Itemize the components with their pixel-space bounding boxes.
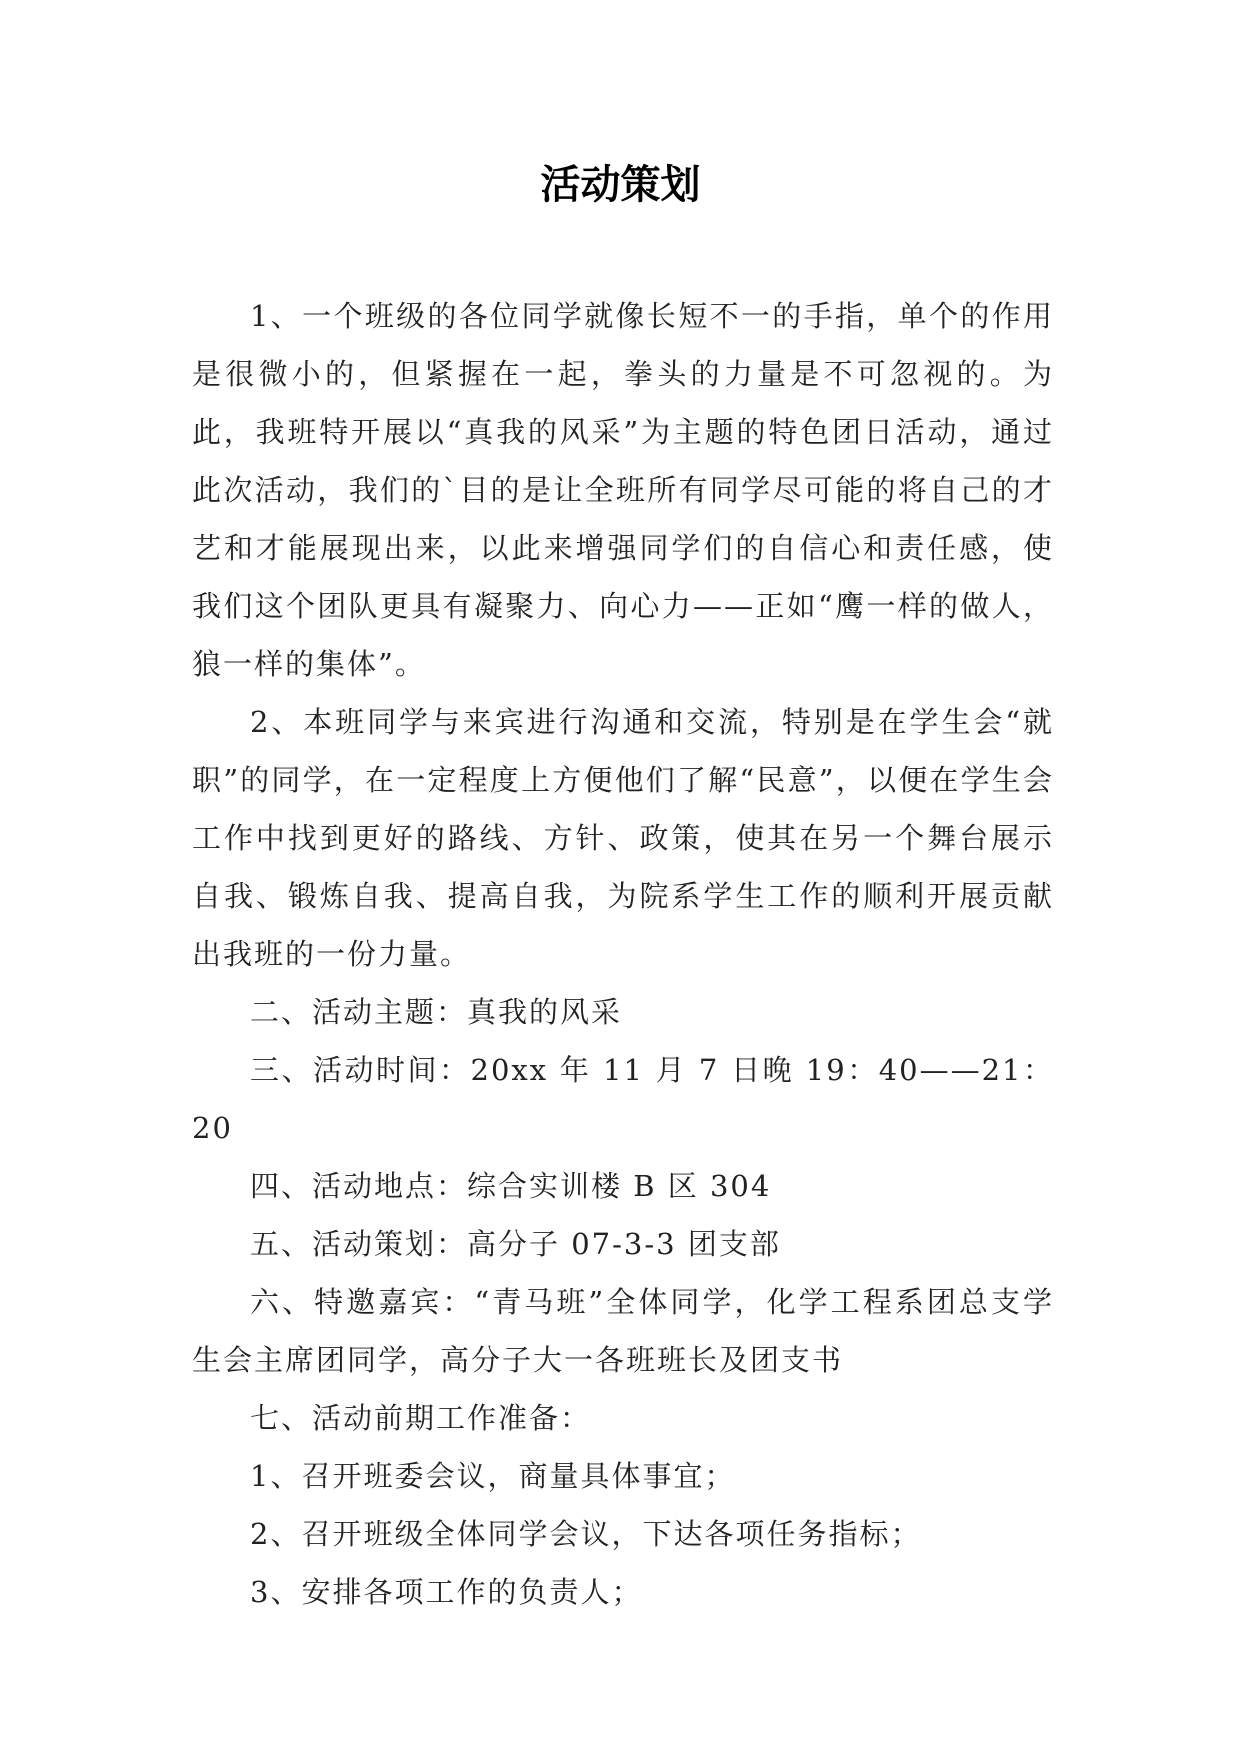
paragraph-guests: 六、特邀嘉宾：“青马班”全体同学，化学工程系团总支学生会主席团同学，高分子大一各班班长及团支书 xyxy=(192,1285,1054,1377)
paragraph-intro-2: 2、本班同学与来宾进行沟通和交流，特别是在学生会“就职”的同学，在一定程度上方便他们了解“民意”，以便在学生会工作中找到更好的路线、方针、政策，使其在另一个舞台展示自我、锻炼自我、提高自我，为院系学生工作的顺利开展贡献出我班的一份力量。 xyxy=(192,705,1054,971)
document-title: 活动策划 xyxy=(540,161,701,208)
paragraph-time: 三、活动时间：20xx 年 11 月 7 日晚 19：40——21：20 xyxy=(192,1053,1054,1145)
paragraph-theme: 二、活动主题：真我的风采 xyxy=(250,995,623,1029)
paragraph-location: 四、活动地点：综合实训楼 B 区 304 xyxy=(250,1169,772,1203)
paragraph-intro-1: 1、一个班级的各位同学就像长短不一的手指，单个的作用是很微小的，但紧握在一起，拳头的力量是不可忽视的。为此，我班特开展以“真我的风采”为主题的特色团日活动，通过此次活动，我们的`目的是让全班所有同学尽可能的将自己的才艺和才能展现出来，以此来增强同学们的自信心和责任感，使我们这个团队更具有凝聚力、向心力——正如“鹰一样的做人，狼一样的集体”。 xyxy=(192,299,1054,681)
list-item-preparation-1: 1、召开班委会议，商量具体事宜； xyxy=(250,1459,736,1493)
paragraph-planner: 五、活动策划：高分子 07-3-3 团支部 xyxy=(250,1227,781,1261)
paragraph-preparation-heading: 七、活动前期工作准备： xyxy=(250,1401,592,1435)
document-body xyxy=(192,287,1054,1621)
list-item-preparation-2: 2、召开班级全体同学会议，下达各项任务指标； xyxy=(250,1517,922,1551)
list-item-preparation-3: 3、安排各项工作的负责人； xyxy=(250,1575,643,1609)
